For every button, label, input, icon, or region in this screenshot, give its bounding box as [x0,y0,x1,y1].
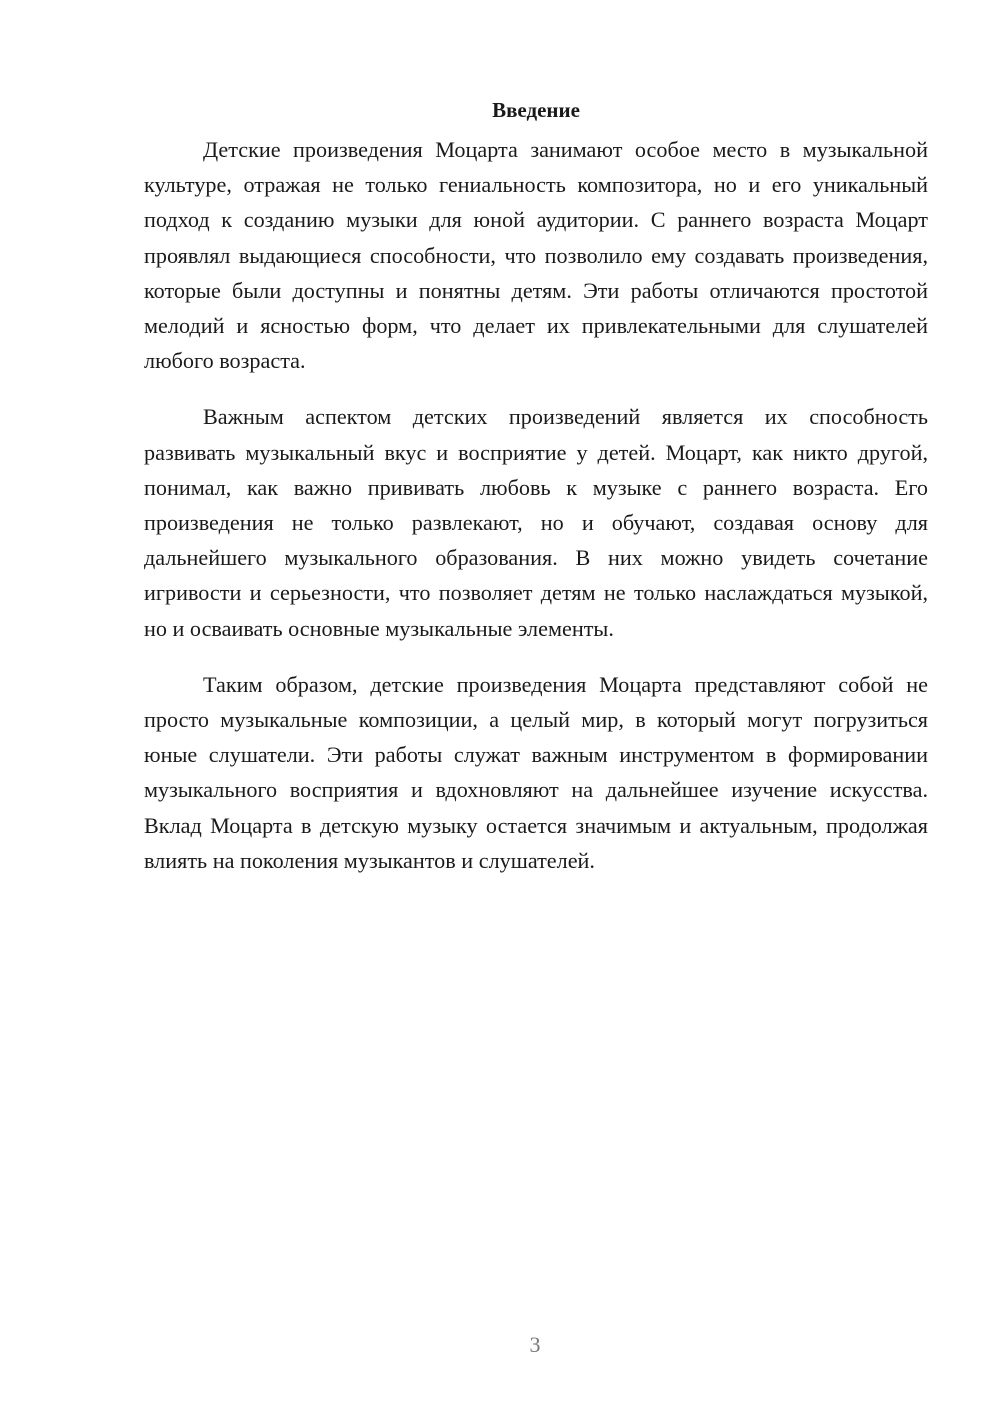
page-number: 3 [529,1332,541,1357]
document-page [144,92,928,899]
paragraph-2: Важным аспектом детских произведений является их способность развивать музыкальный вкус и восприятие у детей. Моцарт, как никто другой, понимал, как важно прививать любовь к музыке с раннего возраста. Его произведения не только развлекают, но и обучают, создавая основу для дальнейшего музыкального образования. В них можно увидеть сочетание игривости и серьезности, что позволяет детям не только наслаждаться музыкой, но и осваивать основные музыкальные элементы. [144,404,928,641]
paragraph-1: Детские произведения Моцарта занимают особое место в музыкальной культуре, отражая не только гениальность композитора, но и его уникальный подход к созданию музыки для юной аудитории. С раннего возраста Моцарт проявлял выдающиеся способности, что позволило ему создавать произведения, которые были доступны и понятны детям. Эти работы отличаются простотой мелодий и ясностью форм, что делает их привлекательными для слушателей любого возраста. [144,137,928,374]
section-heading: Введение [492,98,580,122]
paragraph-3: Таким образом, детские произведения Моцарта представляют собой не просто музыкальные композиции, а целый мир, в который могут погрузиться юные слушатели. Эти работы служат важным инструментом в формировании музыкального восприятия и вдохновляют на дальнейшее изучение искусства. Вклад Моцарта в детскую музыку остается значимым и актуальным, продолжая влиять на поколения музыкантов и слушателей. [144,671,928,873]
